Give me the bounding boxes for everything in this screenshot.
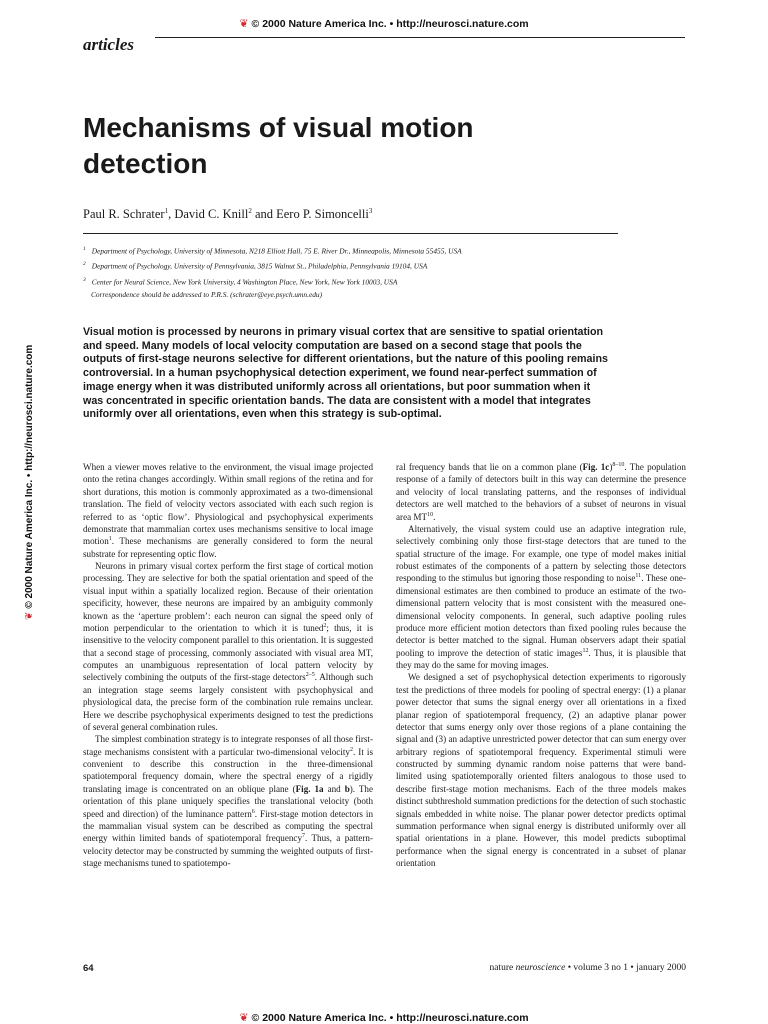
body-column-right <box>396 461 686 869</box>
body-text: . Thus, a pattern-velocity detector may be constructed by summing the weighted outputs of first-stage mechanisms tuned to spatiotempo- <box>83 833 373 868</box>
body-paragraph <box>83 461 373 560</box>
reference-mark: 1 <box>108 536 112 543</box>
nature-logo-icon: ❦ <box>239 18 249 30</box>
reference-mark: 7 <box>302 833 305 840</box>
body-text: . First-stage motion detectors in the mammalian visual system can be described as computing the spectral energy within limited bands of spatiotemporal frequency <box>83 808 373 844</box>
reference-mark: 6 <box>251 808 255 815</box>
body-text: . Thus, it is plausible that they may do the same for moving images. <box>396 647 687 670</box>
copyright-banner-side: ❦© 2000 Nature America Inc. • http://neurosci.nature.com <box>24 344 35 620</box>
body-text: . These one-dimensional estimates are then combined to produce an estimate of the two-dimensional pattern velocity that is most consistent with the measured one-dimensional velocity components. In general, such adaptive pooling rules produce more efficient motion detectors than fixed pooling rules because the detector is better matched to the signal. Human observers adapt their spatial pooling to improve the detection of static images <box>396 573 686 658</box>
page-number: 64 <box>83 963 94 974</box>
body-paragraph <box>396 461 686 523</box>
reference-mark: 12 <box>582 647 589 654</box>
body-paragraph <box>83 560 373 733</box>
author-list: Paul R. Schrater$^1$, David C. Knill$^2$ and Eero P. Simoncelli$^3$ <box>83 207 373 222</box>
body-text: . These mechanisms are generally considered to form the neural substrate for representing optic flow. <box>83 536 373 559</box>
body-text: ; thus, it is insensitive to the velocity component parallel to this orientation. It is suggested that a second stage of processing, commonly associated with visual area MT, computes an unambiguous representation of local pattern velocity by selectively combining the outputs of the first-stage detectors <box>83 622 373 683</box>
body-text: When a viewer moves relative to the environment, the visual image projected onto the retina changes accordingly. Within small regions of the retina and for short durations, this motion is commonly approximated as a two-dimensional translation. The field of velocity vectors associated with each such region is referred to as ‘optic flow’. Physiological and psychophysical experiments demonstrate that mammalian cortex uses mechanisms sensitive to local image motion <box>83 462 373 547</box>
author-name: David C. Knill <box>174 207 249 222</box>
body-paragraph <box>396 671 686 869</box>
body-text: Neurons in primary visual cortex perform the first stage of cortical motion processing. They are selective for both the spatial orientation and speed of the visual input within a spatially localized region. Because of their orientation specificity, however, these neurons are impaired by an ambiguity commonly known as the ‘aperture problem’: each neuron can signal the speed only of motion perpendicular to the orientation to which it is tuned <box>83 561 373 633</box>
body-text: ). The orientation of this plane uniquely specifies the translational velocity (both speed and direction) of the luminance pattern <box>83 783 374 819</box>
article-title: Mechanisms of visual motion detection <box>83 112 474 179</box>
correspondence-note: Correspondence should be addressed to P.R.S. (schrater@eye.psych.umn.edu) <box>91 289 323 299</box>
author-mark: 1 <box>164 207 169 215</box>
body-text: and <box>323 783 345 794</box>
body-paragraph <box>83 733 373 869</box>
reference-mark: 2 <box>349 746 353 753</box>
body-text: We designed a set of psychophysical detection experiments to rigorously test the predictions of three models for pooling of spectral energy: (1) a planar power detector that sums the signal energy over all orientations in a fixed planar region of spatiotemporal frequency, (2) an adaptive planar power detector that sums energy only over those regions of a plane containing the signal and (3) an adaptive unrestricted power detector that can sum energy over arbitrary regions of spatiotemporal frequency. Experimental stimuli were constructed by summing dynamic random noise patterns that were band-limited using spatiotemporally oriented filters analogous to those used to describe first-stage motion mechanisms. Each of the three models makes distinct subthreshold summation predictions for the detection of such stochastic signals embedded in white noise. The planar power detector predicts optimal summation performance when signal energy is distributed uniformly over all spatial orientations in a plane. However, this model predicts suboptimal performance when the signal energy is concentrated in a subset of planar orientation <box>396 672 686 868</box>
nature-logo-icon: ❦ <box>239 1012 249 1024</box>
author-name: Paul R. Schrater <box>83 207 165 222</box>
abstract: Visual motion is processed by neurons in primary visual cortex that are sensitive to spatial orientation and speed. Many models of local velocity computation are based on a second stage that pools the outputs of first-stage neurons selective for different orientations, but the nature of this pooling remains controversial. In a human psychophysical detection experiment, we found near-perfect summation of image energy when it was distributed uniformly across all orientations, but poor summation when it was concentrated in specific orientation bands. The data are consistent with a model that integrates uniformly over all orientations, even when this strategy is sub-optimal. <box>83 326 608 421</box>
body-column-left <box>83 461 373 869</box>
body-text: . It is convenient to describe this construction in the three-dimensional spatiotemporal frequency domain, where the spectral energy of a rigidly translating image is concentrated on an oblique plane ( <box>83 746 373 794</box>
copyright-text: © 2000 Nature America Inc. • http://neurosci.nature.com <box>251 18 529 30</box>
nature-logo-icon: ❦ <box>24 611 35 620</box>
reference-mark: 8–10 <box>612 461 625 468</box>
author-rule <box>83 233 618 234</box>
affiliation-list <box>83 243 643 302</box>
affiliation-item: $^2$ Department of Psychology, University of Pennsylvania, 3815 Walnut St., Philadelphia, Pennsylvania 19104, USA <box>83 261 428 271</box>
author-mark: 3 <box>368 207 373 215</box>
figure-reference: Fig. 1c <box>582 462 610 472</box>
affiliation-item: $^1$ Department of Psychology, University of Minnesota, N218 Elliott Hall, 75 E. River Dr., Minneapolis, Minnesota 55455, USA <box>83 246 462 256</box>
body-text: The simplest combination strategy is to integrate responses of all those first-stage mechanisms consistent with a particular two-dimensional velocity <box>83 734 373 757</box>
body-text: . The population response of a family of detectors built in this way can determine the presence and velocity of local translating patterns, and the responses of individual detectors are well matched to the behaviors of a subset of neurons in visual area MT <box>396 462 686 522</box>
section-label: articles <box>83 35 134 54</box>
body-paragraph <box>396 523 686 672</box>
affiliation-item: $^3$ Center for Neural Science, New York University, 4 Washington Place, New York, New York 10003, USA <box>83 276 398 286</box>
body-text: Alternatively, the visual system could use an adaptive integration rule, selectively combining only those first-stage detectors that are tuned to the spatial structure of the image. For example, one type of model makes initial robust estimates of the components of a pattern by selecting those detectors responding to the stimulus but ignoring those responding to noise <box>396 523 686 584</box>
reference-mark: 2–5 <box>305 672 315 679</box>
author-name: Eero P. Simoncelli <box>276 207 369 222</box>
copyright-banner-bottom: ❦ © 2000 Nature America Inc. • http://neurosci.nature.com <box>239 1012 529 1024</box>
reference-mark: 10 <box>427 511 434 518</box>
figure-reference: b <box>344 783 350 794</box>
body-text: ral frequency bands that lie on a common plane ( <box>396 462 583 472</box>
figure-reference: Fig. 1a <box>295 783 324 794</box>
author-mark: 2 <box>248 207 252 215</box>
body-text: . Although such an integration stage seems largely consistent with psychophysical and physiological data, the precise form of the combination rule remains unclear. Here we describe psychophysical experiments designed to test the predictions of several general combination rules. <box>83 672 373 732</box>
reference-mark: 2 <box>323 622 327 629</box>
body-text: ) <box>609 462 613 472</box>
header-rule <box>155 37 685 38</box>
journal-footer: nature neuroscience • volume 3 no 1 • january 2000 <box>489 963 686 973</box>
reference-mark: 11 <box>635 573 642 580</box>
body-text: . <box>433 511 436 522</box>
copyright-banner-top <box>0 17 768 30</box>
